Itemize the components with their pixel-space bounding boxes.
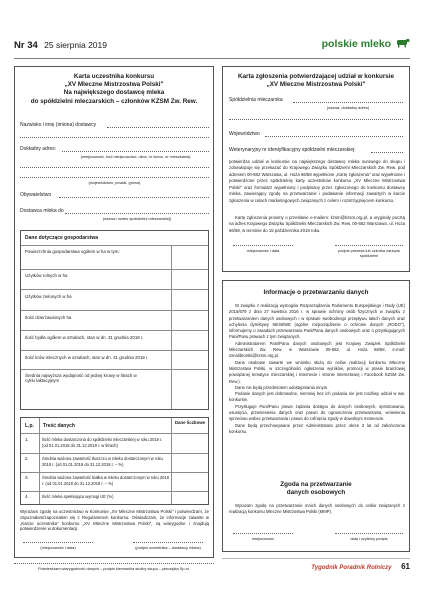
title-line: Karta zgłoszenia potwierdzającej udział w konkursie: [237, 73, 395, 80]
page-header: [14, 40, 410, 56]
results-header: [21, 418, 208, 434]
row-divider: [21, 310, 208, 311]
declaration-text: Wyrażam zgodę na uczestnictwo w Konkursie „XV Mleczne Mistrzostwa Polski" i potwierdzam, że zapoznałam/zapoznałem się z Regulaminem konkursu. Oświadczam, że informacje zawarte w „Karcie uczestnika" konkursu „XV Mleczne Mistrzostwa Polski", są wiarygodne i znajdują potwierdzenie w dokumentacji.: [20, 509, 209, 532]
citizenship-field[interactable]: [59, 197, 209, 198]
column-divider: [171, 245, 172, 409]
address-field[interactable]: [62, 151, 209, 152]
title-line: Zgoda na przetwarzanie: [280, 481, 352, 488]
page-number: 61: [401, 562, 410, 571]
coop-field[interactable]: [293, 102, 403, 103]
cow-icon: [396, 38, 410, 48]
place-date-field[interactable]: [233, 245, 293, 246]
signature-caption: podpis prezesa lub członka zarządu spółdzielni: [338, 248, 400, 259]
place-date-caption: miejscowość i data: [246, 248, 280, 253]
title-line: Karta uczestnika konkursu: [73, 73, 155, 80]
signature-field[interactable]: [335, 533, 403, 534]
privacy-paragraph: Podanie danych jest dobrowolne, niemniej bez ich podania nie jest możliwy udział w ww. konkursie.: [229, 391, 405, 403]
farm-row-label: Użytków zielonych w ha: [25, 294, 72, 299]
farm-row-label: Powierzchnia gospodarstwa ogółem w ha w tym:: [25, 249, 120, 254]
title-line: „XV Mleczne Mistrzostwa Polski": [266, 81, 366, 89]
farm-row-label: Ilość krów mlecznych w sztukach, stan w dn. 31 grudnia 2018 r.: [25, 355, 149, 360]
entry-card-title: [223, 73, 409, 89]
farm-row-label: Średnia najwyższa wydajność od jednej krowy w litrach w cyklu laktacyjnym: [25, 373, 137, 384]
title-line: do spółdzielni mleczarskich – członków KZSM Zw. Rew.: [30, 97, 198, 105]
name-field[interactable]: [107, 127, 209, 128]
privacy-paragraph: W związku z realizacją wymogów Rozporządzenia Parlamentu Europejskiego i Rady (UE) 2016/679 z dnia 27 kwietnia 2016 r. w sprawie ochrony osób fizycznych w związku z przetwarzaniem danych osobowych i w sprawie swobodnego przepływu takich danych oraz uchylenia dyrektywy 95/46/WE (ogólne rozporządzenie o ochronie danych „RODO"), informujemy o zasadach przetwarzania Pani/Pana danych osobowych oraz o przysługujących Pani/Panu prawach z tym związanych.: [229, 303, 405, 340]
row-text: Średnia ważona zawartość białka w mleku dostarczonym w roku 2018 r. (od 01.01.2018 do 31.12.2018 r. – %): [42, 475, 169, 486]
row-text: Ilość mleka dostarczona do spółdzielni mleczarskiej w roku 2018 r. (od 01.01.2018 do 31.12.2018 r. w litrach): [42, 437, 163, 448]
place-field[interactable]: [233, 533, 293, 534]
row-divider: [21, 453, 208, 454]
coop-label: Spółdzielnia mleczarska: [229, 97, 283, 103]
row-lp: 4.: [25, 494, 29, 499]
row-text: Ilość mleka spełniająca wymogi UE (%): [42, 494, 114, 499]
row-lp: 3.: [25, 475, 29, 480]
farm-row-label: Ilość bydła ogółem w sztukach, stan w dn. 31 grudnia 2018 r.: [25, 335, 144, 340]
brand-logo: [322, 38, 410, 50]
lp-header: L.p.: [25, 423, 34, 429]
row-divider: [21, 491, 208, 492]
page-footer: [311, 562, 410, 571]
title-line: „XV Mleczne Mistrzostwa Polski": [64, 81, 164, 89]
place-caption: miejscowość: [251, 536, 275, 541]
privacy-paragraph: Dane nie będą przedmiotem udostępniania innym.: [235, 384, 329, 390]
footer-rule: [222, 558, 410, 559]
signature-caption: data i czytelny podpis: [350, 536, 388, 541]
region-caption: (województwo, powiat, gmina): [88, 180, 141, 185]
coop-caption: (nazwa, dokładny adres): [326, 105, 370, 110]
signature-field[interactable]: [133, 542, 203, 543]
privacy-paragraph: Przysługuje Pani/Panu prawo żądania dostępu do danych osobowych, sprostowania, usunięcia, przeniesienia danych oraz prawo do ograniczenia przetwarzania, wniesienia sprzeciwu wobec przetwarzania i prawo do cofnięcia zgody w dowolnym momencie.: [229, 403, 405, 422]
address-field-line2[interactable]: [20, 167, 209, 168]
farm-data-heading: Dane dotyczące gospodarstwa: [25, 235, 99, 241]
row-divider: [21, 289, 208, 290]
signature-field[interactable]: [335, 245, 403, 246]
address-caption: (miejscowość, kod miejscowości, ulica, nr domu, nr mieszkania): [80, 154, 191, 159]
region-field[interactable]: [20, 177, 209, 178]
farm-header-rule: [21, 245, 208, 246]
row-lp: 2.: [25, 456, 29, 461]
farm-row-label: Użytków rolnych w ha: [25, 273, 68, 278]
row-divider: [21, 330, 208, 331]
voivodeship-label: Województwo: [229, 131, 260, 137]
row-text: Średnia ważona zawartość tłuszczu w mleku dostarczonym w roku 2018 r. (od 01.01.2018 do 31.12.2018 r. – %): [42, 456, 163, 467]
signature-caption: (podpis uczestnika – dostawcy mleka): [135, 545, 201, 550]
data-header: Dane liczbowe: [174, 420, 206, 425]
confirm-caption: Potwierdzam wiarygodność danych – podpis kierownika służby skupu – pieczątka Sp-ni.: [38, 566, 190, 571]
row-lp: 1.: [25, 437, 29, 442]
supplier-caption: (nazwa i adres spółdzielni mleczarskiej): [102, 216, 172, 221]
place-date-caption: (miejscowość i data): [40, 545, 76, 550]
privacy-paragraph: Administratorem Pani/Pana danych osobowych jest Krajowy Związek Spółdzielni Mleczarskich Zw. Rew. w Warszawie 00-682, ul. Hoża 66/68, e-mail: izmalibrorski@kzsm.org.pl.: [229, 340, 405, 359]
title-line: Na największego dostawcę mleka: [63, 89, 165, 97]
entry-card-body: potwierdza udział w konkursie na największego dostawcę mleka surowego do skupu i zobowiązuje się przekazać do Krajowego Związku Spółdzielni Mleczarskich Zw. Rew. pod adresem 00-682 Warszawa, ul. Hoża 66/68 wypełnione „Kartę zgłoszenia" oraz wypełnione i potwierdzone przez spółdzielnię karty uczestników konkursu „XV Mleczne Mistrzostwa Polski" oraz formularz wypełniony i podpisany przez zgłoszonego do konkursu dostawcę mleka, zawierający zgodę na przetwarzanie i podawanie informacji zawartych w karcie zgłoszenia w celach marketingowych związanych z celem i rozstrzygnięciem konkursu.: [229, 159, 405, 203]
participant-card-title: [15, 73, 213, 106]
privacy-text: [229, 303, 405, 435]
row-divider: [21, 472, 208, 473]
title-line: danych osobowych: [286, 489, 346, 497]
issue-info: [14, 40, 107, 51]
issue-date: 25 sierpnia 2019: [44, 40, 107, 50]
voivodeship-field[interactable]: [265, 136, 403, 137]
consent-title: [223, 481, 409, 497]
entry-card-body2: Kartę zgłoszenia prosimy o przesłanie e-mailem: kzsm@kzsm.org.pl, a oryginały pocztą na adres Krajowego Związku Spółdzielni Mleczarskich Zw. Rew. 00-682 Warszawa, ul. Hoża 66/68, w terminie do 15 października 2019 roku.: [229, 215, 405, 233]
vet-field[interactable]: [371, 152, 403, 153]
vet-label: Weterynaryjny nr identyfikacyjny spółdzielni mleczarskiej:: [229, 147, 356, 153]
consent-text: Wyrażam zgodę na przetwarzanie moich danych osobowych do celów związanych z realizacją konkursu Mleczne Mistrzostwa Polski (MMP).: [229, 503, 405, 515]
supplier-label: Dostawca mleka do: [20, 208, 64, 214]
row-divider: [21, 269, 208, 270]
address-label: Dokładny adres:: [20, 146, 57, 152]
brand-name: polskie mleko: [321, 38, 392, 50]
coop-field-line2[interactable]: [229, 119, 403, 120]
header-rule: [14, 58, 410, 59]
citizenship-label: Obywatelstwo: [20, 192, 52, 198]
row-divider: [21, 350, 208, 351]
farm-data-table: [20, 230, 209, 410]
name-field-line2[interactable]: [20, 137, 209, 138]
privacy-title: Informacje o przetwarzaniu danych: [263, 289, 369, 296]
issue-number: Nr 34: [14, 40, 38, 51]
desc-header: Treść danych: [43, 423, 75, 429]
privacy-info-box: [222, 280, 410, 552]
entry-card: [222, 66, 410, 272]
privacy-paragraph: Dane będą przechowywane przez Administratora przez okres 3 lat od zakończenia konkursu.: [229, 422, 405, 434]
place-date-field[interactable]: [23, 542, 93, 543]
privacy-paragraph: Dane osobowe zawarte we wniosku służą do celów realizacji konkursu Mleczne Mistrzostwa Polski, w szczególności ogłoszenia wyników, promocji w prasie branżowej powiązanej tematyce mleczarskiej i Internecie i stronie internetowej i Facebook KZSM Zw. Rew.).: [229, 359, 405, 384]
supplier-field[interactable]: [65, 213, 209, 214]
farm-row-label: Ilość dzierżawionych ha: [25, 315, 72, 320]
row-divider: [21, 369, 208, 370]
name-label: Nazwisko i imię (imiona) dostawcy: [20, 122, 97, 128]
footer-brand: Tygodnik Poradnik Rolniczy: [311, 565, 392, 571]
confirm-line[interactable]: [14, 563, 214, 564]
participant-card: [14, 66, 214, 558]
results-table: [20, 417, 209, 505]
